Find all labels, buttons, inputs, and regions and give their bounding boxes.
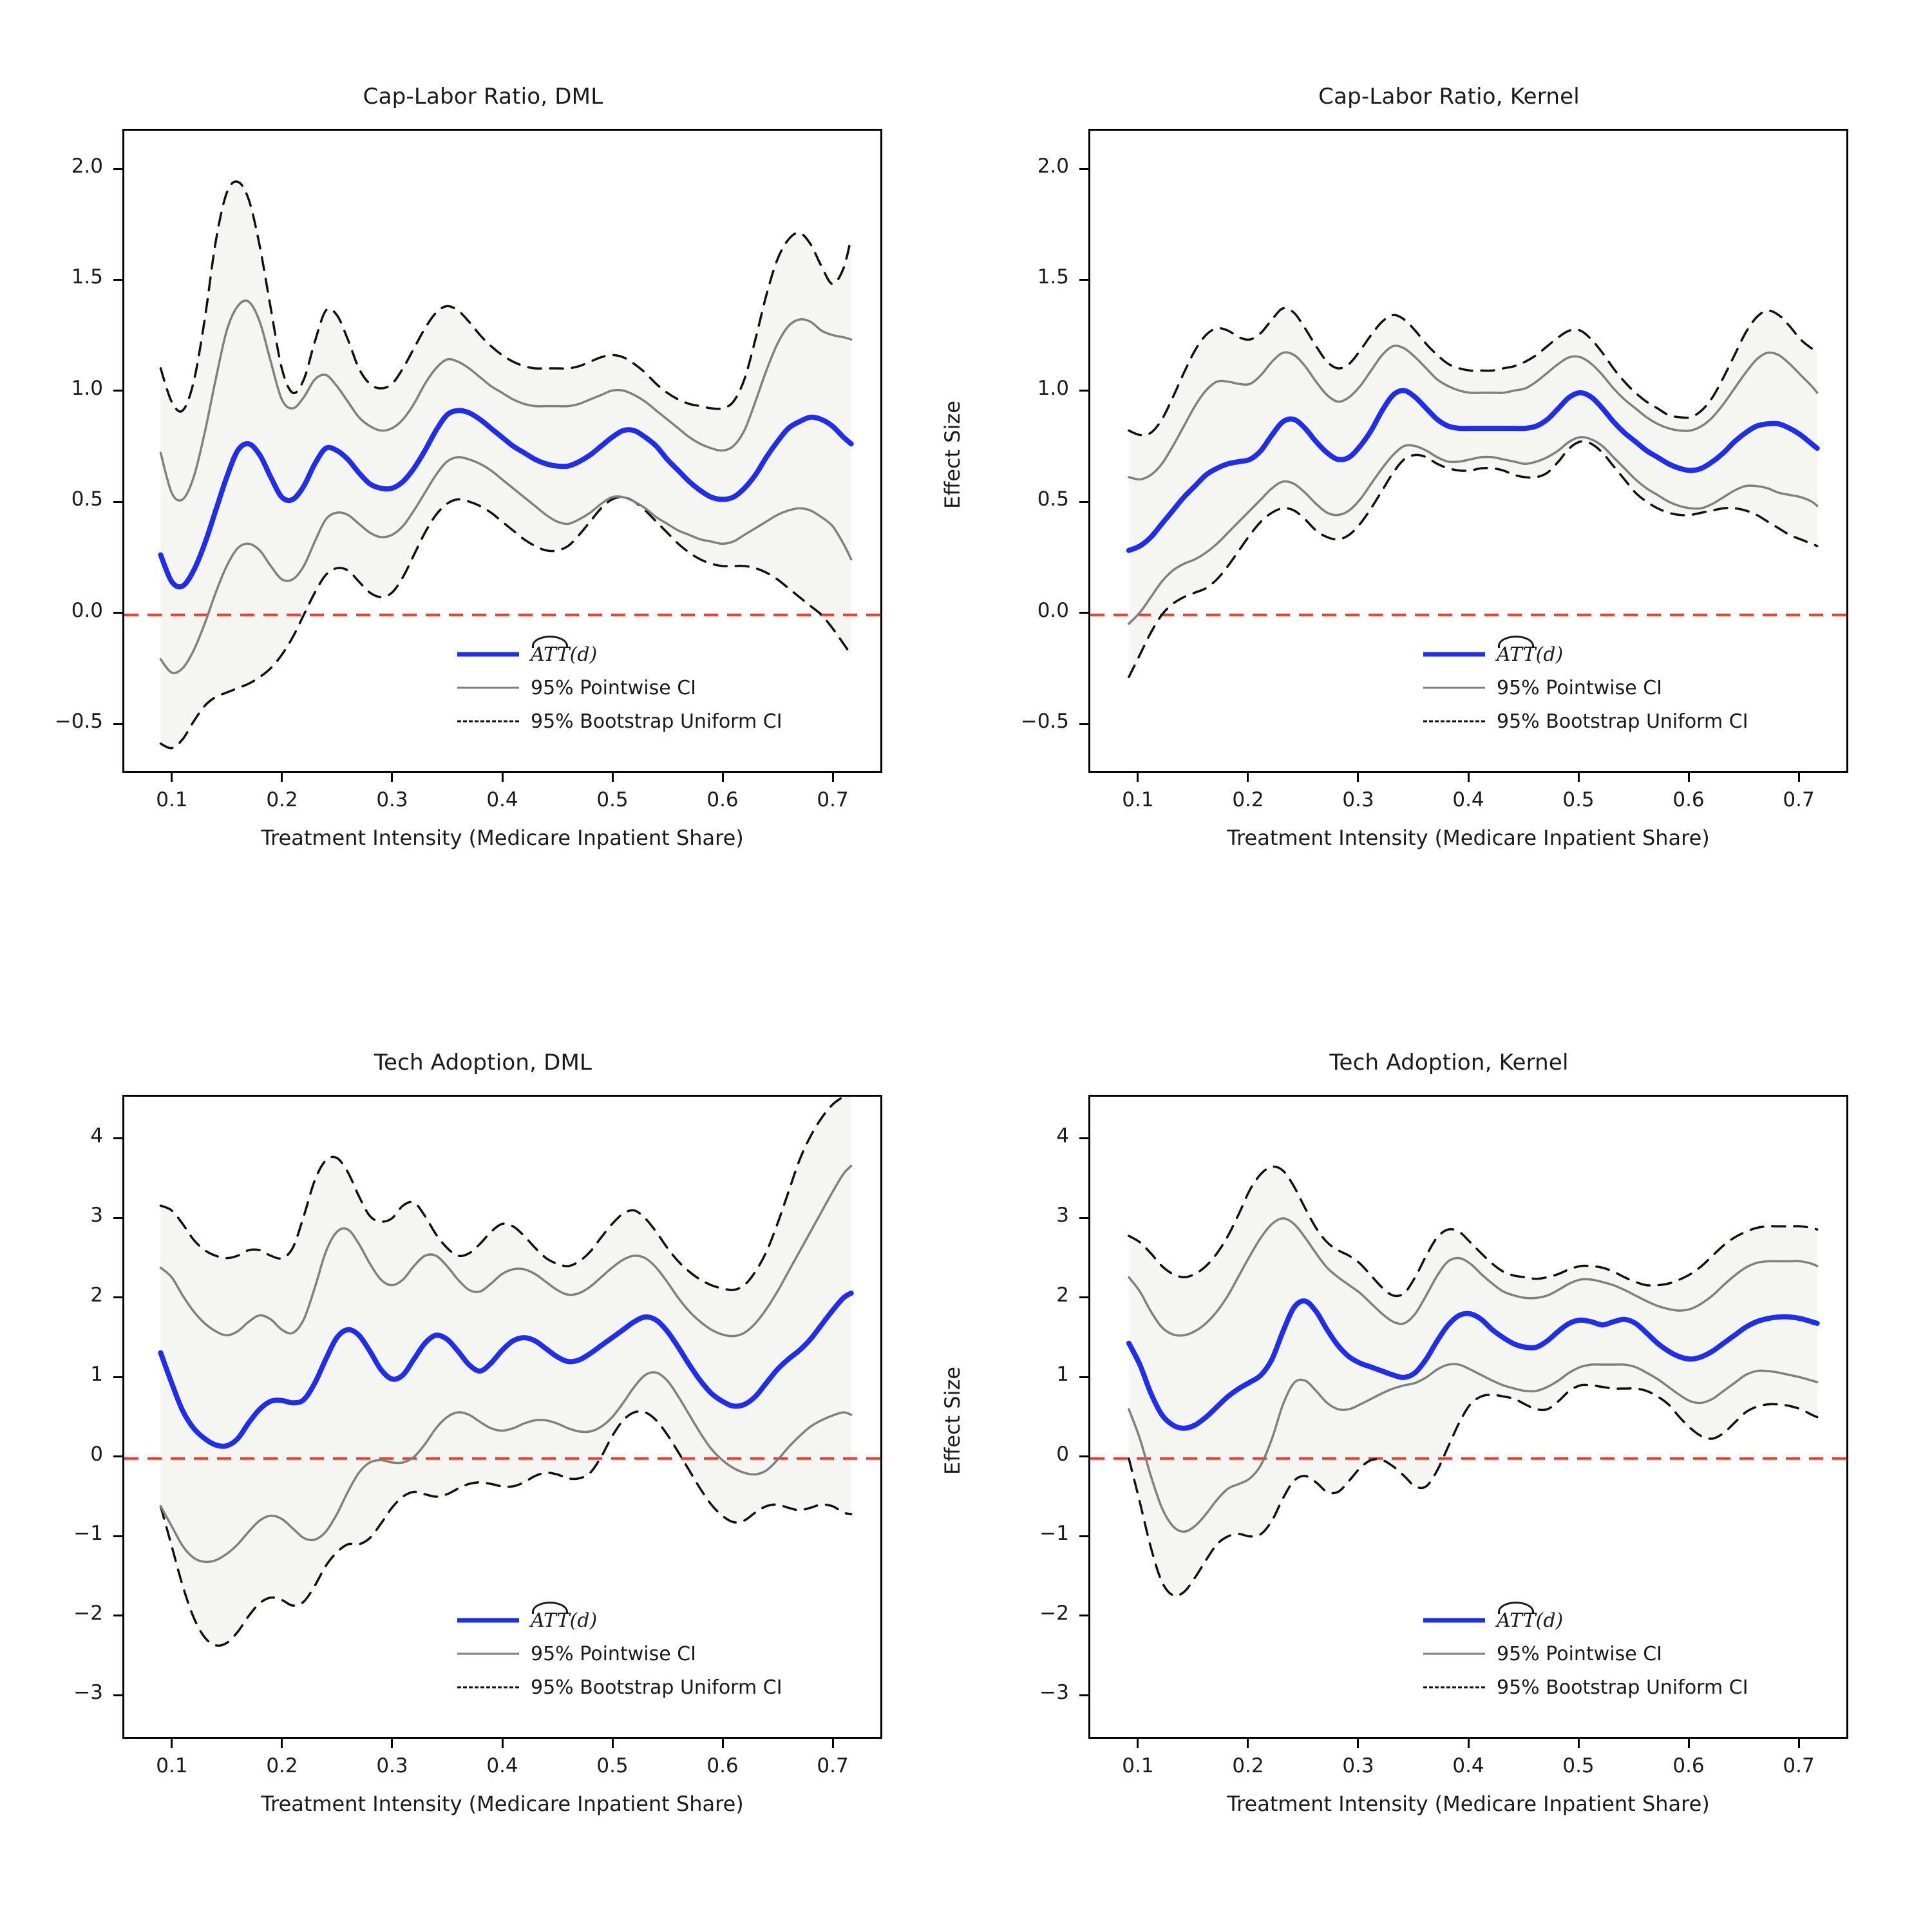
chart-legend [457, 638, 869, 738]
att-argument: (d) [1535, 1609, 1564, 1632]
y-tick-mark [113, 1137, 122, 1139]
x-tick-mark [1137, 1739, 1139, 1748]
x-tick-mark [1137, 773, 1139, 782]
legend-bootstrap-label: 95% Bootstrap Uniform CI [1497, 1676, 1748, 1699]
y-axis-label: Effect Size [940, 401, 965, 509]
x-tick-label: 0.1 [156, 788, 188, 811]
x-axis-label: Treatment Intensity (Medicare Inpatient Share) [1227, 1792, 1710, 1816]
x-tick-mark [391, 1739, 393, 1748]
y-tick-mark [113, 1694, 122, 1696]
x-tick-label: 0.7 [1783, 1754, 1815, 1777]
legend-bootstrap [457, 1671, 869, 1704]
legend-bootstrap-swatch-icon [457, 1678, 519, 1697]
x-tick-label: 0.3 [1342, 1754, 1374, 1777]
y-axis-label: Effect Size [940, 1367, 965, 1475]
x-tick-mark [1578, 1739, 1580, 1748]
legend-bootstrap-label: 95% Bootstrap Uniform CI [531, 1676, 782, 1699]
y-tick-label: 1.5 [71, 265, 103, 289]
y-tick-label: 1 [90, 1363, 103, 1387]
x-tick-label: 0.6 [1672, 788, 1705, 811]
chart-title: Cap-Labor Ratio, Kernel [1318, 84, 1580, 109]
legend-pointwise-swatch-icon [1423, 1644, 1485, 1663]
y-tick-label: −1 [1039, 1522, 1069, 1546]
chart-title: Cap-Labor Ratio, DML [363, 84, 603, 109]
att-argument: (d) [1535, 643, 1564, 666]
x-tick-mark [1357, 773, 1359, 782]
x-tick-label: 0.1 [1122, 1754, 1154, 1777]
x-tick-label: 0.4 [1452, 1754, 1484, 1777]
att-hat-symbol: ATT [531, 643, 570, 666]
legend-bootstrap-swatch-icon [1423, 1678, 1485, 1697]
x-tick-mark [391, 773, 393, 782]
x-tick-mark [1798, 773, 1800, 782]
x-tick-mark [1247, 1739, 1249, 1748]
y-tick-mark [113, 279, 122, 281]
x-tick-mark [171, 773, 173, 782]
y-tick-label: 1 [1056, 1363, 1069, 1387]
x-tick-mark [1798, 1739, 1800, 1748]
uniform-ci-band [1129, 308, 1817, 677]
legend-pointwise [457, 1637, 869, 1671]
y-tick-mark [1079, 501, 1088, 503]
y-tick-label: 4 [90, 1124, 103, 1148]
x-tick-label: 0.5 [596, 1754, 629, 1777]
y-tick-label: 1.0 [71, 376, 103, 400]
legend-pointwise-label: 95% Pointwise CI [531, 1642, 696, 1665]
y-tick-mark [113, 1615, 122, 1616]
x-tick-label: 0.6 [706, 788, 739, 811]
y-tick-label: 0.5 [71, 488, 103, 511]
att-hat-symbol: ATT [531, 1609, 570, 1632]
x-tick-mark [1468, 773, 1470, 782]
x-tick-label: 0.3 [1342, 788, 1374, 811]
chart-legend [457, 1604, 869, 1704]
x-tick-mark [171, 1739, 173, 1748]
x-tick-label: 0.3 [376, 788, 408, 811]
x-tick-label: 0.2 [266, 788, 298, 811]
chart-title: Tech Adoption, Kernel [1329, 1050, 1569, 1075]
y-tick-mark [1079, 1694, 1088, 1696]
y-tick-mark [1079, 1535, 1088, 1537]
x-tick-label: 0.4 [486, 788, 518, 811]
y-tick-mark [113, 1455, 122, 1457]
y-tick-label: −2 [1039, 1601, 1069, 1625]
y-tick-label: −3 [73, 1681, 103, 1705]
x-axis-label: Treatment Intensity (Medicare Inpatient Share) [261, 1792, 744, 1816]
y-tick-label: −0.5 [1020, 710, 1069, 734]
legend-pointwise-swatch-icon [1423, 678, 1485, 697]
panel-tech-adoption-kernel [940, 966, 1932, 1932]
x-tick-mark [832, 1739, 834, 1748]
y-tick-mark [113, 1217, 122, 1219]
x-tick-label: 0.7 [817, 1754, 849, 1777]
y-tick-mark [113, 612, 122, 614]
y-tick-mark [113, 723, 122, 725]
x-axis-label: Treatment Intensity (Medicare Inpatient Share) [1227, 826, 1710, 850]
y-tick-label: 1.0 [1037, 376, 1069, 400]
y-tick-mark [1079, 390, 1088, 392]
legend-pointwise [457, 671, 869, 705]
y-tick-mark [113, 1296, 122, 1298]
x-tick-label: 0.2 [1232, 788, 1264, 811]
legend-bootstrap [457, 705, 869, 738]
y-tick-mark [113, 501, 122, 503]
legend-att-label [1497, 643, 1563, 666]
x-tick-label: 0.1 [1122, 788, 1154, 811]
legend-pointwise [1423, 1637, 1835, 1671]
x-tick-label: 0.7 [1783, 788, 1815, 811]
x-tick-mark [612, 1739, 614, 1748]
legend-att-label [531, 643, 597, 666]
y-tick-label: 0.5 [1037, 488, 1069, 511]
x-tick-label: 0.5 [596, 788, 629, 811]
x-tick-label: 0.4 [486, 1754, 518, 1777]
y-tick-label: 2 [90, 1283, 103, 1307]
legend-att-swatch-icon [1423, 645, 1485, 664]
y-tick-label: 3 [1056, 1204, 1069, 1227]
att-argument: (d) [569, 643, 598, 666]
x-tick-label: 0.6 [706, 1754, 739, 1777]
x-tick-label: 0.5 [1562, 788, 1595, 811]
x-tick-label: 0.6 [1672, 1754, 1705, 1777]
y-tick-mark [113, 390, 122, 392]
legend-pointwise-label: 95% Pointwise CI [531, 676, 696, 699]
x-tick-mark [281, 1739, 283, 1748]
x-tick-mark [502, 1739, 504, 1748]
y-tick-label: 2 [1056, 1283, 1069, 1307]
att-argument: (d) [569, 1609, 598, 1632]
legend-att [1423, 1604, 1835, 1637]
y-tick-label: 4 [1056, 1124, 1069, 1148]
y-tick-mark [1079, 1376, 1088, 1378]
y-tick-mark [113, 1376, 122, 1378]
x-tick-mark [281, 773, 283, 782]
y-tick-label: 3 [90, 1204, 103, 1227]
panel-cap-labor-kernel [940, 0, 1932, 966]
chart-legend [1423, 638, 1835, 738]
x-tick-label: 0.3 [376, 1754, 408, 1777]
y-tick-mark [1079, 723, 1088, 725]
y-tick-mark [1079, 1137, 1088, 1139]
y-tick-label: 2.0 [71, 155, 103, 178]
panel-cap-labor-dml [0, 0, 966, 966]
legend-pointwise-label: 95% Pointwise CI [1497, 1642, 1662, 1665]
x-tick-label: 0.7 [817, 788, 849, 811]
legend-pointwise-swatch-icon [457, 1644, 519, 1663]
panel-tech-adoption-dml [0, 966, 966, 1932]
chart-legend [1423, 1604, 1835, 1704]
uniform-ci-band [160, 1097, 851, 1645]
y-tick-mark [1079, 1455, 1088, 1457]
x-tick-label: 0.4 [1452, 788, 1484, 811]
x-tick-mark [1357, 1739, 1359, 1748]
att-hat-symbol: ATT [1497, 643, 1536, 666]
x-tick-mark [1578, 773, 1580, 782]
legend-pointwise [1423, 671, 1835, 705]
chart-title: Tech Adoption, DML [374, 1050, 592, 1075]
y-tick-label: 0.0 [1037, 598, 1069, 622]
x-tick-label: 0.2 [1232, 1754, 1264, 1777]
x-tick-mark [1468, 1739, 1470, 1748]
x-axis-label: Treatment Intensity (Medicare Inpatient Share) [261, 826, 744, 850]
legend-bootstrap-swatch-icon [457, 712, 519, 731]
legend-bootstrap-label: 95% Bootstrap Uniform CI [1497, 710, 1748, 733]
x-tick-mark [1247, 773, 1249, 782]
legend-att-swatch-icon [457, 645, 519, 664]
legend-att [457, 638, 869, 671]
y-tick-mark [1079, 1296, 1088, 1298]
legend-bootstrap [1423, 705, 1835, 738]
legend-bootstrap [1423, 1671, 1835, 1704]
y-tick-label: −2 [73, 1601, 103, 1625]
y-tick-mark [1079, 1615, 1088, 1616]
legend-pointwise-label: 95% Pointwise CI [1497, 676, 1662, 699]
y-tick-label: 0 [90, 1442, 103, 1466]
x-tick-mark [1688, 1739, 1690, 1748]
legend-att [1423, 638, 1835, 671]
legend-att-swatch-icon [457, 1611, 519, 1630]
y-tick-mark [1079, 279, 1088, 281]
legend-bootstrap-label: 95% Bootstrap Uniform CI [531, 710, 782, 733]
x-tick-mark [612, 773, 614, 782]
y-tick-label: 0.0 [71, 598, 103, 622]
y-tick-mark [113, 1535, 122, 1537]
y-tick-mark [1079, 1217, 1088, 1219]
y-tick-mark [113, 168, 122, 170]
x-tick-label: 0.2 [266, 1754, 298, 1777]
x-tick-mark [832, 773, 834, 782]
x-tick-mark [502, 773, 504, 782]
y-tick-label: 1.5 [1037, 265, 1069, 289]
legend-att-label [531, 1609, 597, 1632]
legend-att [457, 1604, 869, 1637]
att-hat-symbol: ATT [1497, 1609, 1536, 1632]
y-tick-label: −1 [73, 1522, 103, 1546]
y-tick-label: −3 [1039, 1681, 1069, 1705]
y-tick-mark [1079, 612, 1088, 614]
y-tick-label: 2.0 [1037, 155, 1069, 178]
legend-pointwise-swatch-icon [457, 678, 519, 697]
x-tick-label: 0.1 [156, 1754, 188, 1777]
y-tick-mark [1079, 168, 1088, 170]
legend-att-label [1497, 1609, 1563, 1632]
x-tick-label: 0.5 [1562, 1754, 1595, 1777]
x-tick-mark [1688, 773, 1690, 782]
y-tick-label: 0 [1056, 1442, 1069, 1466]
x-tick-mark [722, 1739, 724, 1748]
legend-att-swatch-icon [1423, 1611, 1485, 1630]
y-tick-label: −0.5 [54, 710, 103, 734]
legend-bootstrap-swatch-icon [1423, 712, 1485, 731]
x-tick-mark [722, 773, 724, 782]
uniform-ci-band [1129, 1166, 1817, 1596]
